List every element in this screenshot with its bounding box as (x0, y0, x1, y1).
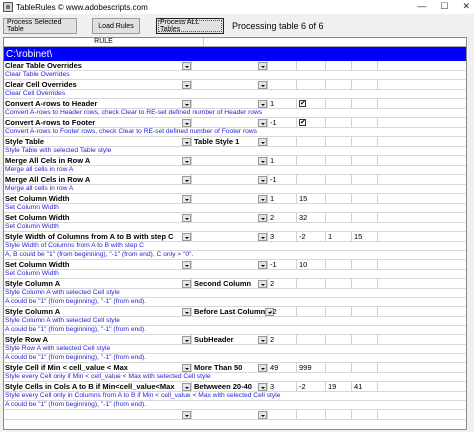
param-field-1[interactable] (268, 307, 297, 316)
style-name: Table Style 1 (194, 137, 240, 146)
rule-name: Set Column Width (5, 194, 70, 203)
style-select[interactable] (192, 61, 268, 70)
rule-row (4, 260, 466, 270)
app-icon (3, 2, 13, 12)
chevron-down-icon[interactable] (182, 383, 191, 391)
row-filler (378, 279, 466, 288)
rule-name: Style Table (5, 137, 45, 146)
row-filler (378, 156, 466, 165)
rule-description: Set Column Width (4, 204, 466, 213)
row-filler (378, 382, 466, 391)
rule-row (4, 232, 466, 242)
param-field-3[interactable] (326, 232, 352, 241)
rule-select[interactable] (4, 382, 192, 391)
rule-name: Style Column A (5, 279, 61, 288)
param-field-4[interactable] (352, 61, 378, 70)
style-select[interactable] (192, 260, 268, 269)
param-field-1[interactable] (268, 99, 297, 108)
style-select[interactable] (192, 213, 268, 222)
param-field-4[interactable] (352, 307, 378, 316)
row-filler (378, 232, 466, 241)
chevron-down-icon[interactable] (182, 308, 191, 316)
chevron-down-icon[interactable] (182, 62, 191, 70)
rule-description: Convert A-rows to Header rows, check Clear to RE-set defined number of Header rows (4, 109, 466, 118)
param-value: 1 (270, 99, 275, 108)
style-name: Second Column (194, 279, 252, 288)
rule-name: Style Row A (5, 335, 49, 344)
rule-row (4, 410, 466, 420)
param-value: -2 (299, 232, 306, 241)
rule-select[interactable] (4, 80, 192, 89)
param-value: -1 (270, 118, 277, 127)
chevron-down-icon[interactable] (182, 138, 191, 146)
param-field-1[interactable] (268, 80, 297, 89)
rule-select[interactable] (4, 61, 192, 70)
process-all-tables-button[interactable]: Process ALL Tables (156, 18, 224, 34)
param-field-1[interactable] (268, 137, 297, 146)
param-value: 49 (270, 363, 279, 372)
row-filler (378, 213, 466, 222)
rule-select[interactable] (4, 232, 192, 241)
rule-select[interactable] (4, 118, 192, 127)
chevron-down-icon[interactable] (182, 233, 191, 241)
chevron-down-icon[interactable] (258, 214, 267, 222)
param-field-1[interactable] (268, 279, 297, 288)
row-filler (378, 410, 466, 419)
chevron-down-icon[interactable] (258, 364, 267, 372)
rule-row (4, 61, 466, 71)
rule-description: A could be "1" (from beginning), "-1" (from end). (4, 354, 466, 363)
rule-row (4, 213, 466, 223)
param-value: 3 (270, 382, 275, 391)
row-filler (378, 175, 466, 184)
param-field-3[interactable] (326, 213, 352, 222)
close-icon[interactable]: ✕ (462, 1, 470, 11)
param-field-4[interactable] (352, 363, 378, 372)
rule-description: Style every Cell only in Columns from A to B if Min < cell_value < Max with selected Cell style (4, 392, 466, 401)
toolbar (0, 14, 474, 38)
param-value: 2 (270, 213, 275, 222)
chevron-down-icon[interactable] (182, 81, 191, 89)
chevron-down-icon[interactable] (182, 261, 191, 269)
rule-select[interactable] (4, 194, 192, 203)
param-field-3[interactable] (326, 137, 352, 146)
rule-description: Merge all cells in row A (4, 185, 466, 194)
rule-description: Clear Table Overrides (4, 71, 466, 80)
rule-row (4, 118, 466, 128)
folder-path: C:\robinet\ (4, 47, 466, 61)
rule-name: Convert A-rows to Footer (5, 118, 96, 127)
chevron-down-icon[interactable] (258, 280, 267, 288)
style-select[interactable] (192, 80, 268, 89)
load-rules-button[interactable]: Load Rules (92, 18, 140, 34)
rule-row (4, 382, 466, 392)
row-filler (378, 307, 466, 316)
rule-name: Convert A-rows to Header (5, 99, 98, 108)
style-name: Betwween 20-40 (194, 382, 252, 391)
chevron-down-icon[interactable] (258, 233, 267, 241)
rule-select[interactable] (4, 410, 192, 419)
param-field-3[interactable] (326, 156, 352, 165)
rule-description: Style Width of Columns from A to B with step C (4, 242, 466, 251)
rule-description: Set Column Width (4, 270, 466, 279)
param-field-2[interactable] (297, 61, 326, 70)
param-field-4[interactable] (352, 382, 378, 391)
param-field-4[interactable] (352, 99, 378, 108)
style-name: More Than 50 (194, 363, 243, 372)
param-field-3[interactable] (326, 335, 352, 344)
rule-column-header: RULE (4, 38, 204, 46)
chevron-down-icon[interactable] (258, 62, 267, 70)
chevron-down-icon[interactable] (182, 280, 191, 288)
param-field-4[interactable] (352, 279, 378, 288)
param-value: 1 (270, 194, 275, 203)
chevron-down-icon[interactable] (258, 336, 267, 344)
param-field-2[interactable] (297, 410, 326, 419)
param-field-1[interactable] (268, 410, 297, 419)
param-value: 15 (354, 232, 363, 241)
rule-description: Style Column A with selected Cell style (4, 289, 466, 298)
param-field-2[interactable] (297, 99, 326, 108)
param-field-1[interactable] (268, 175, 297, 184)
row-filler (378, 137, 466, 146)
style-select[interactable] (192, 335, 268, 344)
chevron-down-icon[interactable] (258, 176, 267, 184)
style-select[interactable] (192, 118, 268, 127)
rule-name: Clear Table Overrides (5, 61, 82, 70)
param-field-4[interactable] (352, 80, 378, 89)
rule-select[interactable] (4, 137, 192, 146)
param-field-1[interactable] (268, 382, 297, 391)
rule-row (4, 194, 466, 204)
rule-description: Clear Cell Overrides (4, 90, 466, 99)
param-value: 15 (299, 194, 308, 203)
param-field-2[interactable] (297, 175, 326, 184)
rule-select[interactable] (4, 156, 192, 165)
rule-description: Style Table with selected Table style (4, 147, 466, 156)
param-field-1[interactable] (268, 213, 297, 222)
param-field-1[interactable] (268, 156, 297, 165)
chevron-down-icon[interactable] (182, 195, 191, 203)
rule-name: Style Cell if Min < cell_value < Max (5, 363, 128, 372)
param-field-2[interactable] (297, 382, 326, 391)
style-select[interactable] (192, 363, 268, 372)
param-field-2[interactable] (297, 260, 326, 269)
param-value: 2 (270, 335, 275, 344)
rule-row (4, 335, 466, 345)
chevron-down-icon[interactable] (258, 138, 267, 146)
param-value: 3 (270, 232, 275, 241)
maximize-icon[interactable]: ☐ (440, 1, 449, 11)
row-filler (378, 80, 466, 89)
rule-select[interactable] (4, 363, 192, 372)
param-value: 2 (270, 279, 275, 288)
param-field-3[interactable] (326, 279, 352, 288)
clear-checkbox[interactable]: ✔ (300, 100, 306, 107)
param-field-1[interactable] (268, 118, 297, 127)
param-field-2[interactable] (297, 363, 326, 372)
rule-select[interactable] (4, 279, 192, 288)
rule-description: Style every Cell only if Min < cell_value < Max with selected Cell style (4, 373, 466, 382)
param-value: 1 (328, 232, 333, 241)
status-text: Processing table 6 of 6 (232, 21, 324, 31)
style-select[interactable] (192, 382, 268, 391)
rule-description: Set Column Width (4, 223, 466, 232)
param-field-4[interactable] (352, 260, 378, 269)
chevron-down-icon[interactable] (182, 100, 191, 108)
param-field-4[interactable] (352, 232, 378, 241)
param-field-4[interactable] (352, 335, 378, 344)
rule-name: Style Width of Columns from A to B with step C (5, 232, 174, 241)
rule-name: Set Column Width (5, 260, 70, 269)
rule-select[interactable] (4, 260, 192, 269)
row-filler (378, 363, 466, 372)
rule-name: Clear Cell Overrides (5, 80, 77, 89)
style-select[interactable] (192, 175, 268, 184)
param-value: 10 (299, 260, 308, 269)
param-field-2[interactable] (297, 194, 326, 203)
param-field-4[interactable] (352, 410, 378, 419)
param-field-2[interactable] (297, 118, 326, 127)
param-field-2[interactable] (297, 213, 326, 222)
rule-name: Set Column Width (5, 213, 70, 222)
param-field-2[interactable] (297, 137, 326, 146)
chevron-down-icon[interactable] (258, 157, 267, 165)
rule-description: A, B could be "1" (from beginning), "-1" (from end), C only > "0". (4, 251, 466, 260)
param-value: 19 (328, 382, 337, 391)
param-value: 41 (354, 382, 363, 391)
window-controls (417, 1, 470, 12)
chevron-down-icon[interactable] (182, 411, 191, 419)
style-select[interactable] (192, 194, 268, 203)
param-field-3[interactable] (326, 382, 352, 391)
param-value: 999 (299, 363, 312, 372)
rule-row (4, 99, 466, 109)
rule-select[interactable] (4, 335, 192, 344)
param-field-2[interactable] (297, 80, 326, 89)
rule-description: A could be "1" (from beginning), "-1" (from end). (4, 326, 466, 335)
chevron-down-icon[interactable] (258, 81, 267, 89)
row-filler (378, 335, 466, 344)
window-title: TableRules © www.adobescripts.com (16, 2, 148, 12)
chevron-down-icon[interactable] (182, 119, 191, 127)
minimize-icon[interactable]: — (417, 1, 427, 11)
style-name: Before Last Column (194, 307, 266, 316)
param-field-1[interactable] (268, 363, 297, 372)
title-bar (0, 0, 474, 14)
style-select[interactable] (192, 99, 268, 108)
param-field-1[interactable] (268, 194, 297, 203)
row-filler (378, 260, 466, 269)
row-filler (378, 118, 466, 127)
rule-row (4, 363, 466, 373)
param-field-2[interactable] (297, 279, 326, 288)
rule-select[interactable] (4, 99, 192, 108)
rule-description: Style Row A with selected Cell style (4, 345, 466, 354)
rule-row (4, 156, 466, 166)
param-field-3[interactable] (326, 118, 352, 127)
param-value: -1 (270, 175, 277, 184)
style-select[interactable] (192, 156, 268, 165)
param-field-3[interactable] (326, 194, 352, 203)
style-select[interactable] (192, 279, 268, 288)
param-field-3[interactable] (326, 80, 352, 89)
rule-description: Merge all cells in row A (4, 166, 466, 175)
param-field-1[interactable] (268, 335, 297, 344)
param-field-3[interactable] (326, 175, 352, 184)
param-field-4[interactable] (352, 175, 378, 184)
param-field-3[interactable] (326, 260, 352, 269)
style-select[interactable] (192, 137, 268, 146)
param-field-1[interactable] (268, 232, 297, 241)
style-name: SubHeader (194, 335, 234, 344)
rule-row (4, 279, 466, 289)
param-value: 32 (299, 213, 308, 222)
rule-description: A could be "1" (from beginning), "-1" (from end). (4, 401, 466, 410)
rule-row (4, 175, 466, 185)
param-value: -2 (299, 382, 306, 391)
chevron-down-icon[interactable] (182, 157, 191, 165)
row-filler (378, 61, 466, 70)
rule-name: Merge All Cels in Row A (5, 156, 91, 165)
rule-row (4, 80, 466, 90)
rule-row (4, 137, 466, 147)
param-field-4[interactable] (352, 194, 378, 203)
chevron-down-icon[interactable] (258, 383, 267, 391)
param-field-2[interactable] (297, 335, 326, 344)
param-field-3[interactable] (326, 410, 352, 419)
chevron-down-icon[interactable] (182, 336, 191, 344)
param-field-4[interactable] (352, 156, 378, 165)
param-field-1[interactable] (268, 61, 297, 70)
param-field-2[interactable] (297, 307, 326, 316)
clear-checkbox[interactable]: ✔ (300, 119, 306, 126)
rule-select[interactable] (4, 175, 192, 184)
rule-select[interactable] (4, 213, 192, 222)
rule-name: Merge All Cels in Row A (5, 175, 91, 184)
rules-grid[interactable] (3, 37, 467, 430)
chevron-down-icon[interactable] (258, 411, 267, 419)
rule-name: Style Column A (5, 307, 61, 316)
rule-row (4, 307, 466, 317)
process-selected-table-button[interactable]: Process Selected Table (3, 18, 77, 34)
chevron-down-icon[interactable] (182, 214, 191, 222)
chevron-down-icon[interactable] (182, 364, 191, 372)
param-field-3[interactable] (326, 61, 352, 70)
rules-list (4, 61, 466, 420)
row-filler (378, 194, 466, 203)
param-field-4[interactable] (352, 137, 378, 146)
param-field-2[interactable] (297, 232, 326, 241)
rule-name: Style Cells in Cols A to B if Min<cell_value<Max (5, 382, 175, 391)
style-select[interactable] (192, 232, 268, 241)
param-field-3[interactable] (326, 99, 352, 108)
chevron-down-icon[interactable] (182, 176, 191, 184)
chevron-down-icon[interactable] (258, 261, 267, 269)
rule-description: Style Column A with selected Cell style (4, 317, 466, 326)
header-filler (204, 38, 466, 46)
param-field-4[interactable] (352, 118, 378, 127)
param-value: 1 (270, 156, 275, 165)
rule-select[interactable] (4, 307, 192, 316)
param-field-3[interactable] (326, 363, 352, 372)
param-field-3[interactable] (326, 307, 352, 316)
style-select[interactable] (192, 410, 268, 419)
style-select[interactable] (192, 307, 268, 316)
grid-header (4, 38, 466, 47)
param-value: -2 (270, 307, 277, 316)
param-field-4[interactable] (352, 213, 378, 222)
param-field-2[interactable] (297, 156, 326, 165)
param-value: -1 (270, 260, 277, 269)
chevron-down-icon[interactable] (258, 119, 267, 127)
row-filler (378, 99, 466, 108)
rule-description: A could be "1" (from beginning), "-1" (from end). (4, 298, 466, 307)
rule-description: Convert A-rows to Footer rows, check Clear to RE-set defined number of Footer rows (4, 128, 466, 137)
chevron-down-icon[interactable] (258, 195, 267, 203)
param-field-1[interactable] (268, 260, 297, 269)
chevron-down-icon[interactable] (258, 100, 267, 108)
